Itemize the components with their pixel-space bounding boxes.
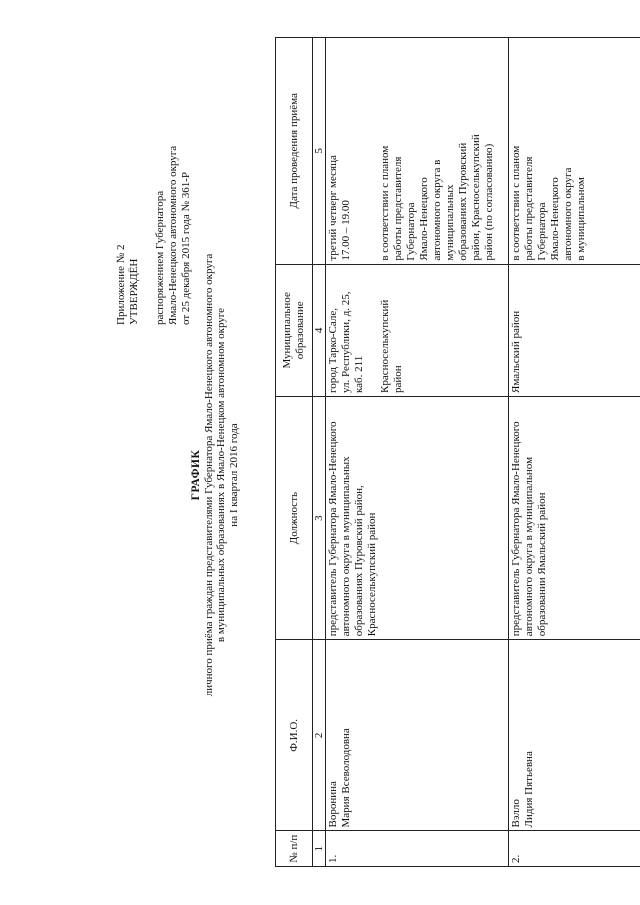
date-line: третий четверг месяца bbox=[327, 155, 339, 261]
date-line: в муниципальном bbox=[575, 177, 587, 261]
name-cell bbox=[509, 640, 640, 831]
date-line: район, Красноселькупский bbox=[470, 134, 482, 261]
title-line-1: личного приёма граждан представителями Губернатора Ямало-Ненецкого автономного округа bbox=[202, 253, 215, 697]
date-line: в соответствии с планом bbox=[510, 145, 522, 261]
document-title-block bbox=[190, 105, 240, 845]
header-name: Ф.И.О. bbox=[276, 640, 313, 831]
date-line: Ямало-Ненецкого bbox=[549, 177, 561, 261]
municipality-line: Красноселькупский bbox=[379, 299, 391, 393]
appendix-number: Приложение № 2 bbox=[115, 244, 127, 325]
approved-label: УТВЕРЖДЁН bbox=[128, 258, 140, 325]
municipality-line: район bbox=[392, 365, 404, 393]
municipality-cell bbox=[509, 264, 640, 396]
header-date: Дата проведения приёма bbox=[276, 38, 313, 265]
position-line: представитель Губернатора Ямало-Ненецкого bbox=[327, 421, 339, 637]
date-line: Губернатора bbox=[405, 202, 417, 261]
date-line: муниципальных bbox=[444, 184, 456, 261]
column-number-row bbox=[313, 38, 326, 867]
date-line: автономного округа bbox=[562, 167, 574, 261]
table-row bbox=[326, 38, 509, 867]
column-number: 2 bbox=[313, 640, 326, 831]
date-line: работы представителя bbox=[523, 156, 535, 261]
header-municipality: Муниципальное образование bbox=[276, 264, 313, 396]
table-header-row bbox=[276, 38, 313, 867]
date-line: автономного округа в bbox=[431, 159, 443, 261]
title-line-3: на I квартал 2016 года bbox=[227, 423, 240, 527]
table-row bbox=[509, 38, 640, 867]
date-line: работы представителя bbox=[392, 156, 404, 261]
column-number: 4 bbox=[313, 264, 326, 396]
name-cell bbox=[326, 640, 509, 831]
column-number: 1 bbox=[313, 831, 326, 867]
position-line: образовании Ямальский район bbox=[536, 492, 548, 637]
position-line: представитель Губернатора Ямало-Ненецкого bbox=[510, 421, 522, 637]
approval-date-line: от 25 декабря 2015 года № 361-Р bbox=[180, 171, 192, 325]
approval-region-line: Ямало-Ненецкого автономного округа bbox=[167, 145, 179, 325]
position-line: автономного округа в муниципальных bbox=[340, 456, 352, 637]
name-line: Мария Всеволодовна bbox=[340, 728, 352, 828]
row-number-cell: 2. bbox=[509, 831, 640, 867]
position-line: автономного округа в муниципальном bbox=[523, 456, 535, 637]
date-line: Губернатора bbox=[536, 202, 548, 261]
municipality-cell bbox=[326, 264, 509, 396]
municipality-line: город Тарко-Сале, bbox=[327, 308, 339, 393]
approval-stamp bbox=[115, 25, 193, 325]
header-number: № п/п bbox=[276, 831, 313, 867]
schedule-table bbox=[275, 37, 640, 867]
position-cell bbox=[509, 397, 640, 640]
date-line: 17.00 – 19.00 bbox=[340, 200, 352, 261]
municipality-line: ул. Республики, д. 25, bbox=[340, 291, 352, 393]
date-line: в соответствии с планом bbox=[379, 145, 391, 261]
name-line: Вэлло bbox=[510, 799, 522, 828]
date-line: образованиях Пуровский bbox=[457, 142, 469, 261]
position-line: Красноселькупский район bbox=[366, 512, 378, 637]
title-line-2: в муниципальных образованиях в Ямало-Ненецком автономном округе bbox=[215, 307, 227, 643]
column-number: 3 bbox=[313, 397, 326, 640]
header-position: Должность bbox=[276, 397, 313, 640]
date-cell bbox=[326, 38, 509, 265]
position-line: образованиях Пуровский район, bbox=[353, 485, 365, 637]
position-cell bbox=[326, 397, 509, 640]
row-number-cell: 1. bbox=[326, 831, 509, 867]
rotated-document-page bbox=[20, 25, 620, 885]
municipality-line: Ямальский район bbox=[510, 310, 522, 393]
approval-order-line: распоряжением Губернатора bbox=[154, 190, 166, 325]
date-line: Ямало-Ненецкого bbox=[418, 177, 430, 261]
municipality-line: каб. 211 bbox=[353, 355, 365, 393]
date-line: район (по согласованию) bbox=[483, 143, 495, 261]
name-line: Воронина bbox=[327, 781, 339, 828]
date-cell bbox=[509, 38, 640, 265]
column-number: 5 bbox=[313, 38, 326, 265]
document-heading: ГРАФИК bbox=[190, 449, 202, 501]
name-line: Лидия Пятьевна bbox=[523, 751, 535, 828]
